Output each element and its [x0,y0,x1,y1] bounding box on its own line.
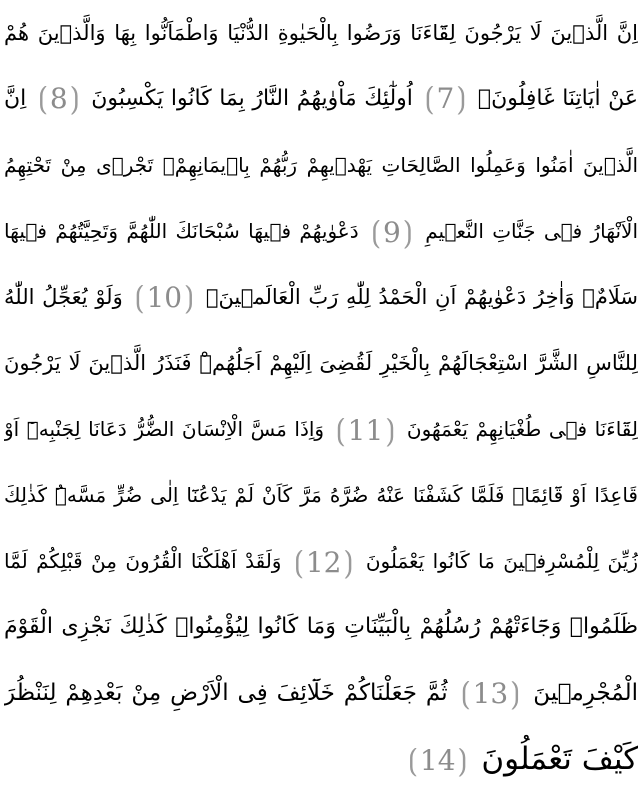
verse-text: اُولٰٓئِكَ مَاْوٰيهُمُ النَّارُ بِمَا كَانُوا يَكْسِبُونَ [91,86,413,111]
verse-text: دَعْوٰيهُمْ فٖيهَا سُبْحَانَكَ اللّٰهُمَّ وَتَحِيَّتُهُمْ فٖيهَا [4,219,359,243]
text-line-2 [4,68,638,130]
verse-text: عَنْ اٰيَاتِنَا غَافِلُونَۙ [477,86,638,111]
ornate-bracket-left-icon: ⟮ [407,742,418,778]
text-line-1 [4,2,638,64]
text-line-5 [4,266,638,328]
ornate-bracket-right-icon: ⟯ [510,675,521,711]
ayah-number: 13 [472,676,509,710]
ornate-bracket-right-icon: ⟯ [456,81,467,116]
text-line-4 [4,200,638,262]
verse-text: زُيِّنَ لِلْمُسْرِفٖينَ مَا كَانُوا يَعْمَلُونَ [365,549,638,573]
text-line-3 [4,134,638,196]
verse-text: وَلَقَدْ اَهْلَكْنَا الْقُرُونَ مِنْ قَبْلِكُمْ لَمَّا [4,549,282,573]
ornate-bracket-right-icon: ⟯ [385,412,396,448]
text-line-11 [4,662,638,724]
ornate-bracket-right-icon: ⟯ [184,280,195,315]
ornate-bracket-left-icon: ⟮ [335,412,346,448]
verse-text: وَلَوْ يُعَجِّلُ اللّٰهُ [4,285,123,309]
verse-text: اِنَّ [4,86,27,111]
text-line-9 [4,530,638,592]
ayah-number-marker [461,674,521,714]
ayah-number-marker [134,278,194,318]
verse-text: ظَلَمُواۙ وَجَٓاءَتْهُمْ رُسُلُهُمْ بِالْبَيِّنَاتِ وَمَا كَانُوا لِيُؤْمِنُواۜ كَذٰلِكَ نَجْزِى الْقَوْمَ [4,614,638,639]
ayah-number-marker [424,79,466,119]
ayah-number: 12 [305,545,342,579]
ornate-bracket-left-icon: ⟮ [424,81,435,116]
ayah-number-marker [371,213,413,253]
ayah-number-marker [336,411,396,451]
text-line-10 [4,596,638,658]
ayah-number: 11 [347,413,384,447]
ornate-bracket-left-icon: ⟮ [371,214,381,250]
verse-text: قَاعِدًا اَوْ قَٓائِمًاۚ فَلَمَّا كَشَفْنَا عَنْهُ ضُرَّهُ مَرَّ كَاَنْ لَمْ يَدْعُنَٓا اِلٰى ضُرٍّ مَسَّهُۜ كَذٰلِكَ [4,483,638,507]
ayah-number-marker [38,79,80,119]
ornate-bracket-right-icon: ⟯ [69,81,80,116]
text-line-8 [4,464,638,526]
verse-text: الْاَنْهَارُ فٖى جَنَّاتِ النَّعٖيمِ [425,219,638,243]
ornate-bracket-left-icon: ⟮ [134,280,145,315]
ornate-bracket-left-icon: ⟮ [37,81,48,116]
ornate-bracket-right-icon: ⟯ [402,214,413,250]
ornate-bracket-right-icon: ⟯ [457,742,468,778]
ayah-number: 7 [436,82,455,115]
text-line-7 [4,398,638,460]
verse-text: الْمُجْرِمٖينَ [533,680,638,706]
ornate-bracket-right-icon: ⟯ [343,544,354,580]
ornate-bracket-left-icon: ⟮ [460,675,471,711]
ayah-number: 14 [419,743,456,777]
ayah-number-marker [294,543,354,583]
verse-text: كَيْفَ تَعْمَلُونَ [481,741,638,777]
verse-text: الَّذٖينَ اٰمَنُوا وَعَمِلُوا الصَّالِحَاتِ يَهْدٖيهِمْ رَبُّهُمْ بِاٖيمَانِهِمْۚ تَجْرٖى مِنْ تَحْتِهِمُ [4,153,638,177]
text-line-12 [4,728,638,790]
ayah-number: 9 [383,215,401,249]
ornate-bracket-left-icon: ⟮ [293,544,304,580]
verse-text: وَاِذَا مَسَّ الْاِنْسَانَ الضُّرُّ دَعَانَا لِجَنْبِهٖٓ اَوْ [4,417,325,441]
ayah-number: 8 [49,82,68,115]
verse-text: لِلنَّاسِ الشَّرَّ اسْتِعْجَالَهُمْ بِالْخَيْرِ لَقُضِىَ اِلَيْهِمْ اَجَلُهُمْۜ فَنَذَرُ الَّذٖينَ لَا يَرْجُونَ [4,351,638,375]
verse-text: اِنَّ الَّذٖينَ لَا يَرْجُونَ لِقَٓاءَنَا وَرَضُوا بِالْحَيٰوةِ الدُّنْيَا وَاطْمَاَنُّوا بِهَا وَالَّذٖينَ هُمْ [4,21,638,45]
verse-text: ثُمَّ جَعَلْنَاكُمْ خَلَٓائِفَ فِى الْاَرْضِ مِنْ بَعْدِهِمْ لِنَنْظُرَ [4,680,448,706]
verse-text: سَلَامٌۚ وَاٰخِرُ دَعْوٰيهُمْ اَنِ الْحَمْدُ لِلّٰهِ رَبِّ الْعَالَمٖينَ۟ [205,285,638,309]
ayah-number-marker [408,741,468,781]
ayah-number: 10 [146,281,183,314]
text-line-6 [4,332,638,394]
verse-text: لِقَٓاءَنَا فٖى طُغْيَانِهِمْ يَعْمَهُونَ [406,417,638,441]
